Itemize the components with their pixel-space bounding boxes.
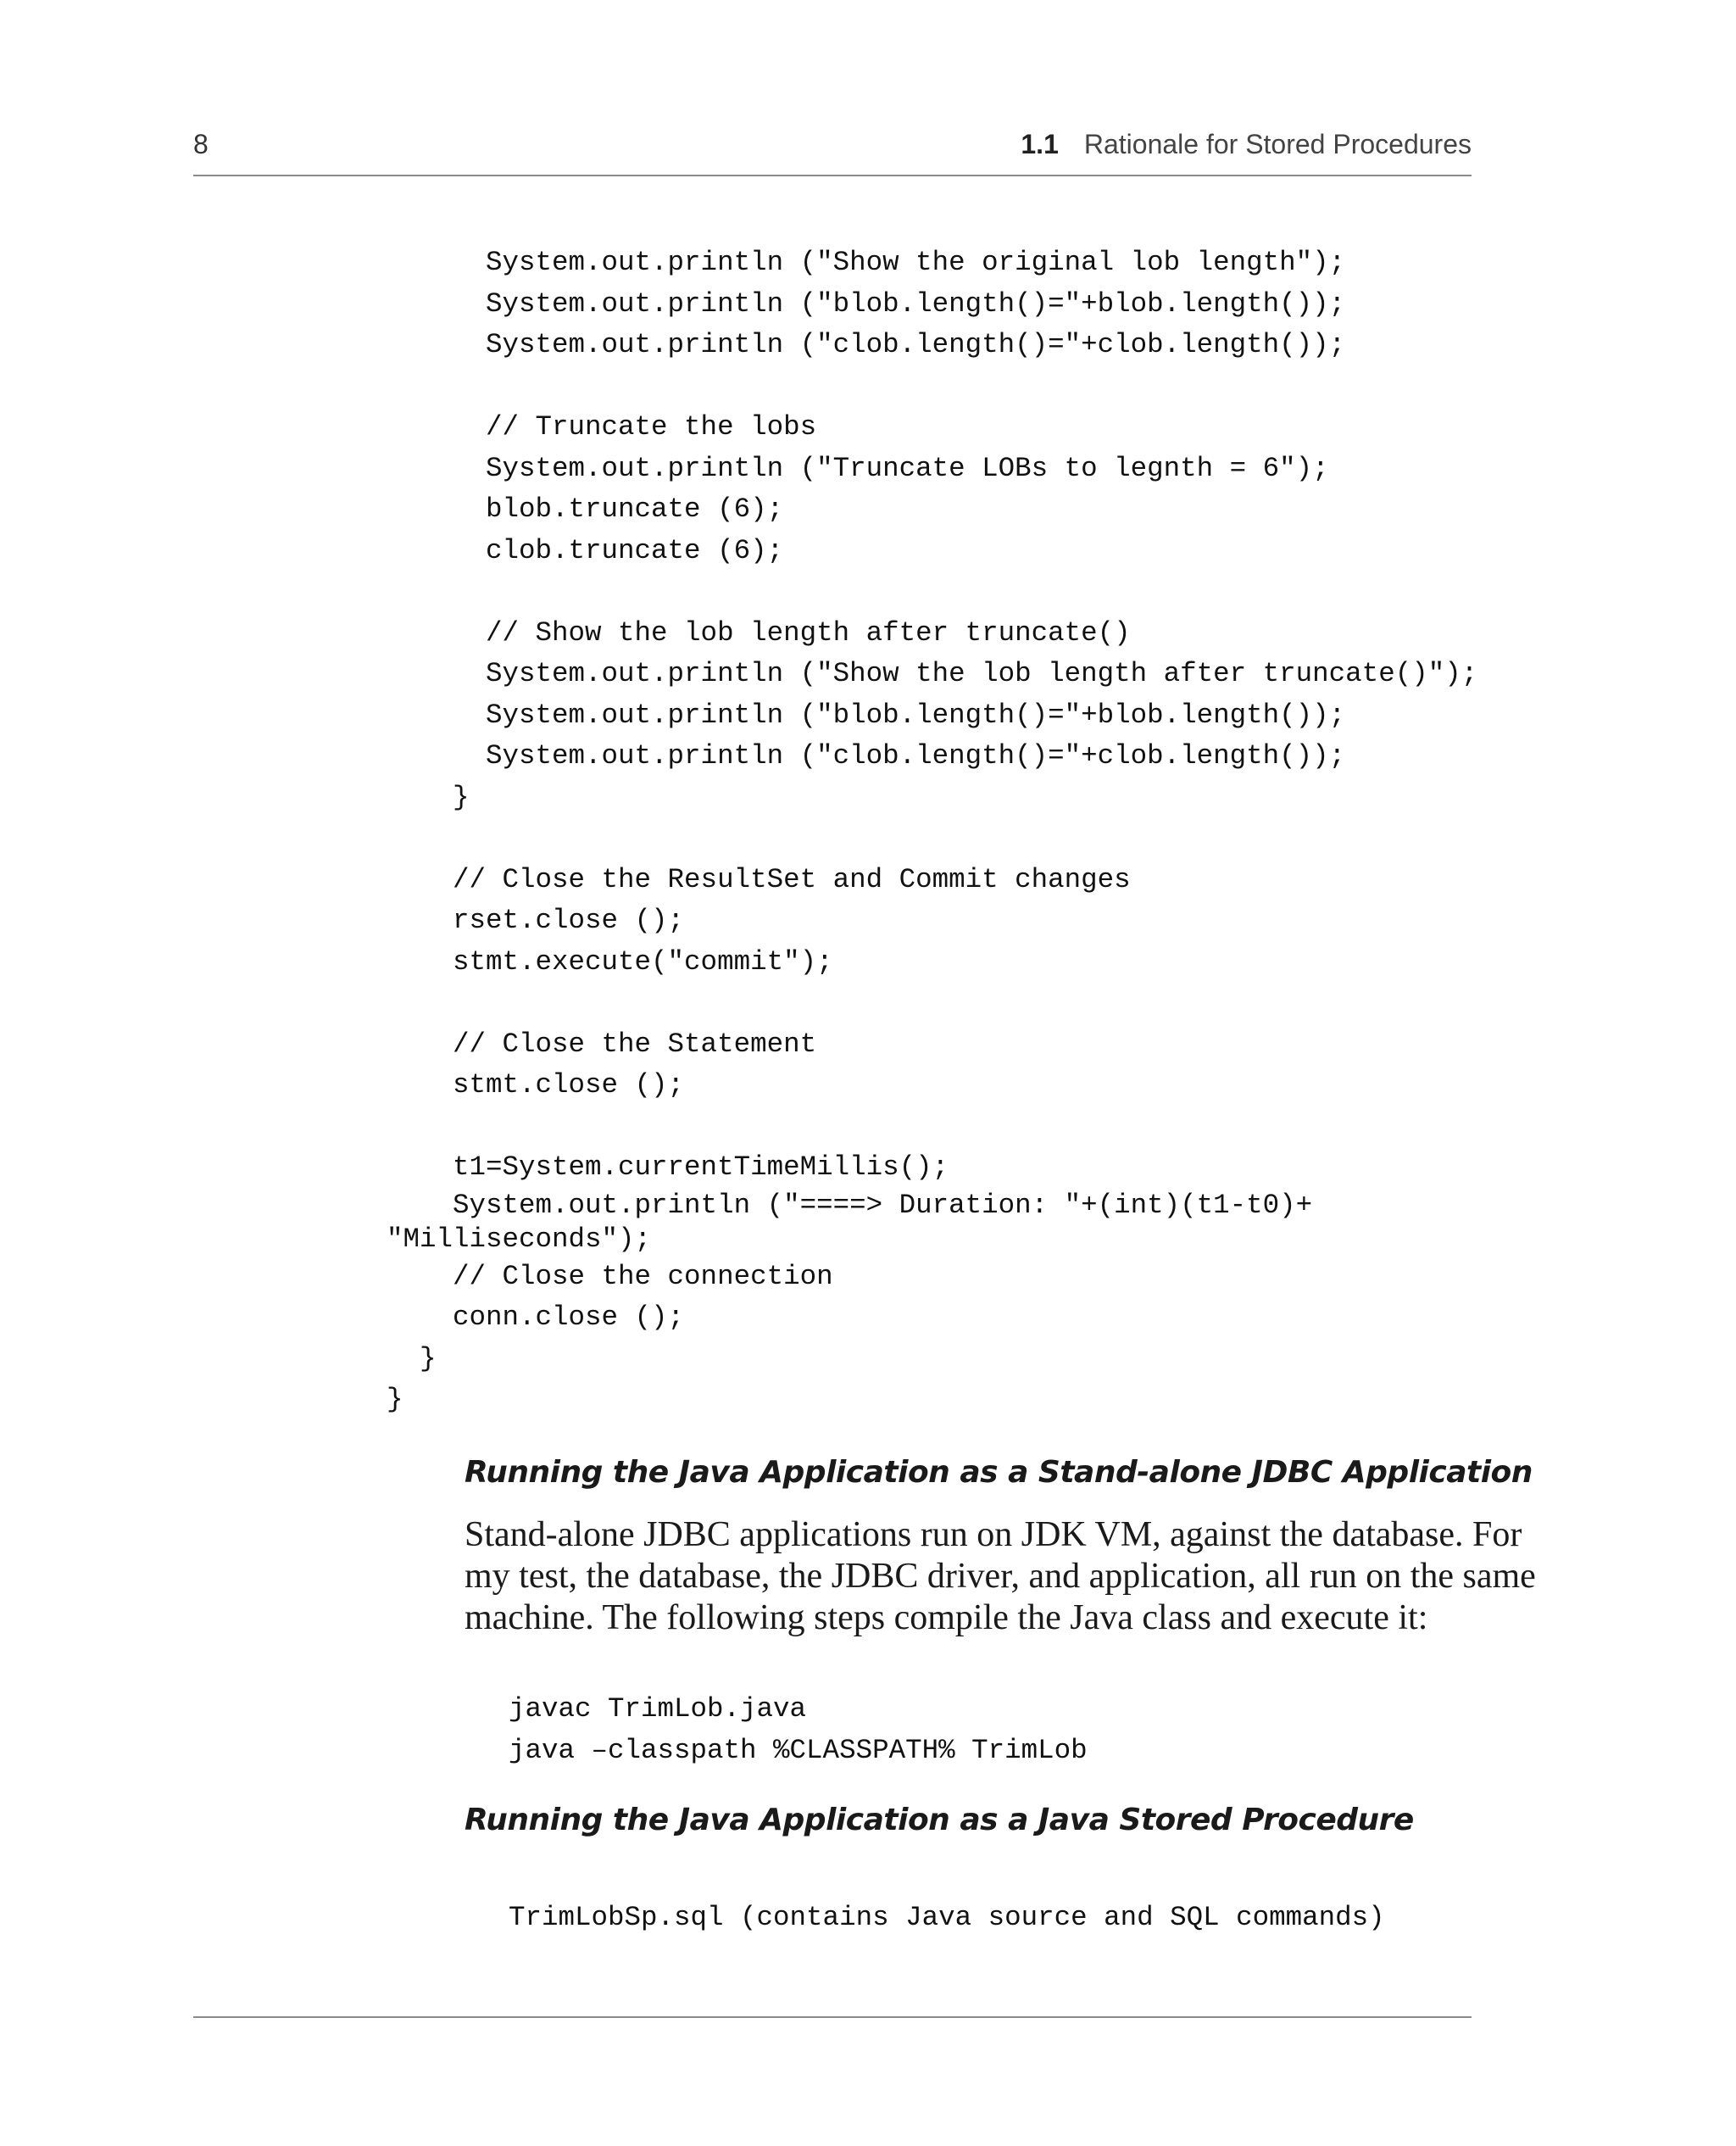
code-line: } xyxy=(387,781,470,813)
code-line: "Milliseconds"); xyxy=(387,1223,652,1255)
code-line: clob.truncate (6); xyxy=(387,534,784,566)
code-compile-commands xyxy=(509,1689,1088,1771)
page-number: 8 xyxy=(193,129,209,159)
code-line: System.out.println ("blob.length()="+blob.length()); xyxy=(387,287,1346,320)
code-line: TrimLobSp.sql (contains Java source and SQL commands) xyxy=(509,1902,1385,1933)
footer-rule xyxy=(193,2016,1472,2018)
code-blank-line xyxy=(387,983,1477,1024)
code-line: System.out.println ("Show the lob length after truncate()"); xyxy=(387,658,1478,689)
code-line: // Close the connection xyxy=(387,1260,833,1292)
code-line: conn.close (); xyxy=(387,1302,685,1333)
code-line: t1=System.currentTimeMillis(); xyxy=(387,1151,949,1183)
code-line: javac TrimLob.java xyxy=(509,1693,807,1725)
code-line: } xyxy=(387,1342,437,1374)
section-heading-stored-procedure: Running the Java Application as a Java Stored Procedure xyxy=(465,1803,1414,1837)
code-line: System.out.println ("====> Duration: "+(int)(t1-t0)+ xyxy=(387,1189,1313,1221)
code-line: stmt.execute("commit"); xyxy=(387,945,833,978)
code-sql-script xyxy=(509,1898,1385,1939)
section-paragraph-standalone xyxy=(465,1514,1536,1639)
section-heading-standalone: Running the Java Application as a Stand-alone JDBC Application xyxy=(465,1455,1533,1490)
code-line: System.out.println ("Show the original lob length"); xyxy=(387,247,1346,278)
code-line: blob.truncate (6); xyxy=(387,493,784,525)
code-line: // Close the ResultSet and Commit changes xyxy=(387,863,1131,895)
code-line: java –classpath %CLASSPATH% TrimLob xyxy=(509,1734,1088,1766)
running-head-title: Rationale for Stored Procedures xyxy=(1083,129,1472,159)
code-blank-line xyxy=(387,1106,1477,1148)
code-line: System.out.println ("clob.length()="+clob.length()); xyxy=(387,329,1346,360)
running-head-section-number: 1.1 xyxy=(1021,129,1059,159)
code-listing-trimlob xyxy=(387,242,1477,1421)
code-line: stmt.close (); xyxy=(387,1069,685,1101)
page-header xyxy=(193,127,1472,176)
paragraph-line: Stand-alone JDBC applications run on JDK VM, against the database. For xyxy=(465,1515,1522,1554)
code-blank-line xyxy=(387,366,1477,408)
paragraph-line: machine. The following steps compile the Java class and execute it: xyxy=(465,1598,1428,1637)
code-line: // Close the Statement xyxy=(387,1028,817,1060)
code-line: } xyxy=(387,1384,403,1415)
code-blank-line xyxy=(387,571,1477,613)
code-blank-line xyxy=(387,818,1477,860)
running-head xyxy=(1021,127,1472,161)
code-line: System.out.println ("blob.length()="+blob.length()); xyxy=(387,699,1346,731)
code-line: // Show the lob length after truncate() xyxy=(387,616,1131,649)
code-line: System.out.println ("Truncate LOBs to legnth = 6"); xyxy=(387,452,1329,484)
code-line: rset.close (); xyxy=(387,905,685,936)
code-line: System.out.println ("clob.length()="+clob.length()); xyxy=(387,740,1346,772)
code-line: // Truncate the lobs xyxy=(387,411,817,443)
paragraph-line: my test, the database, the JDBC driver, and application, all run on the same xyxy=(465,1557,1536,1596)
